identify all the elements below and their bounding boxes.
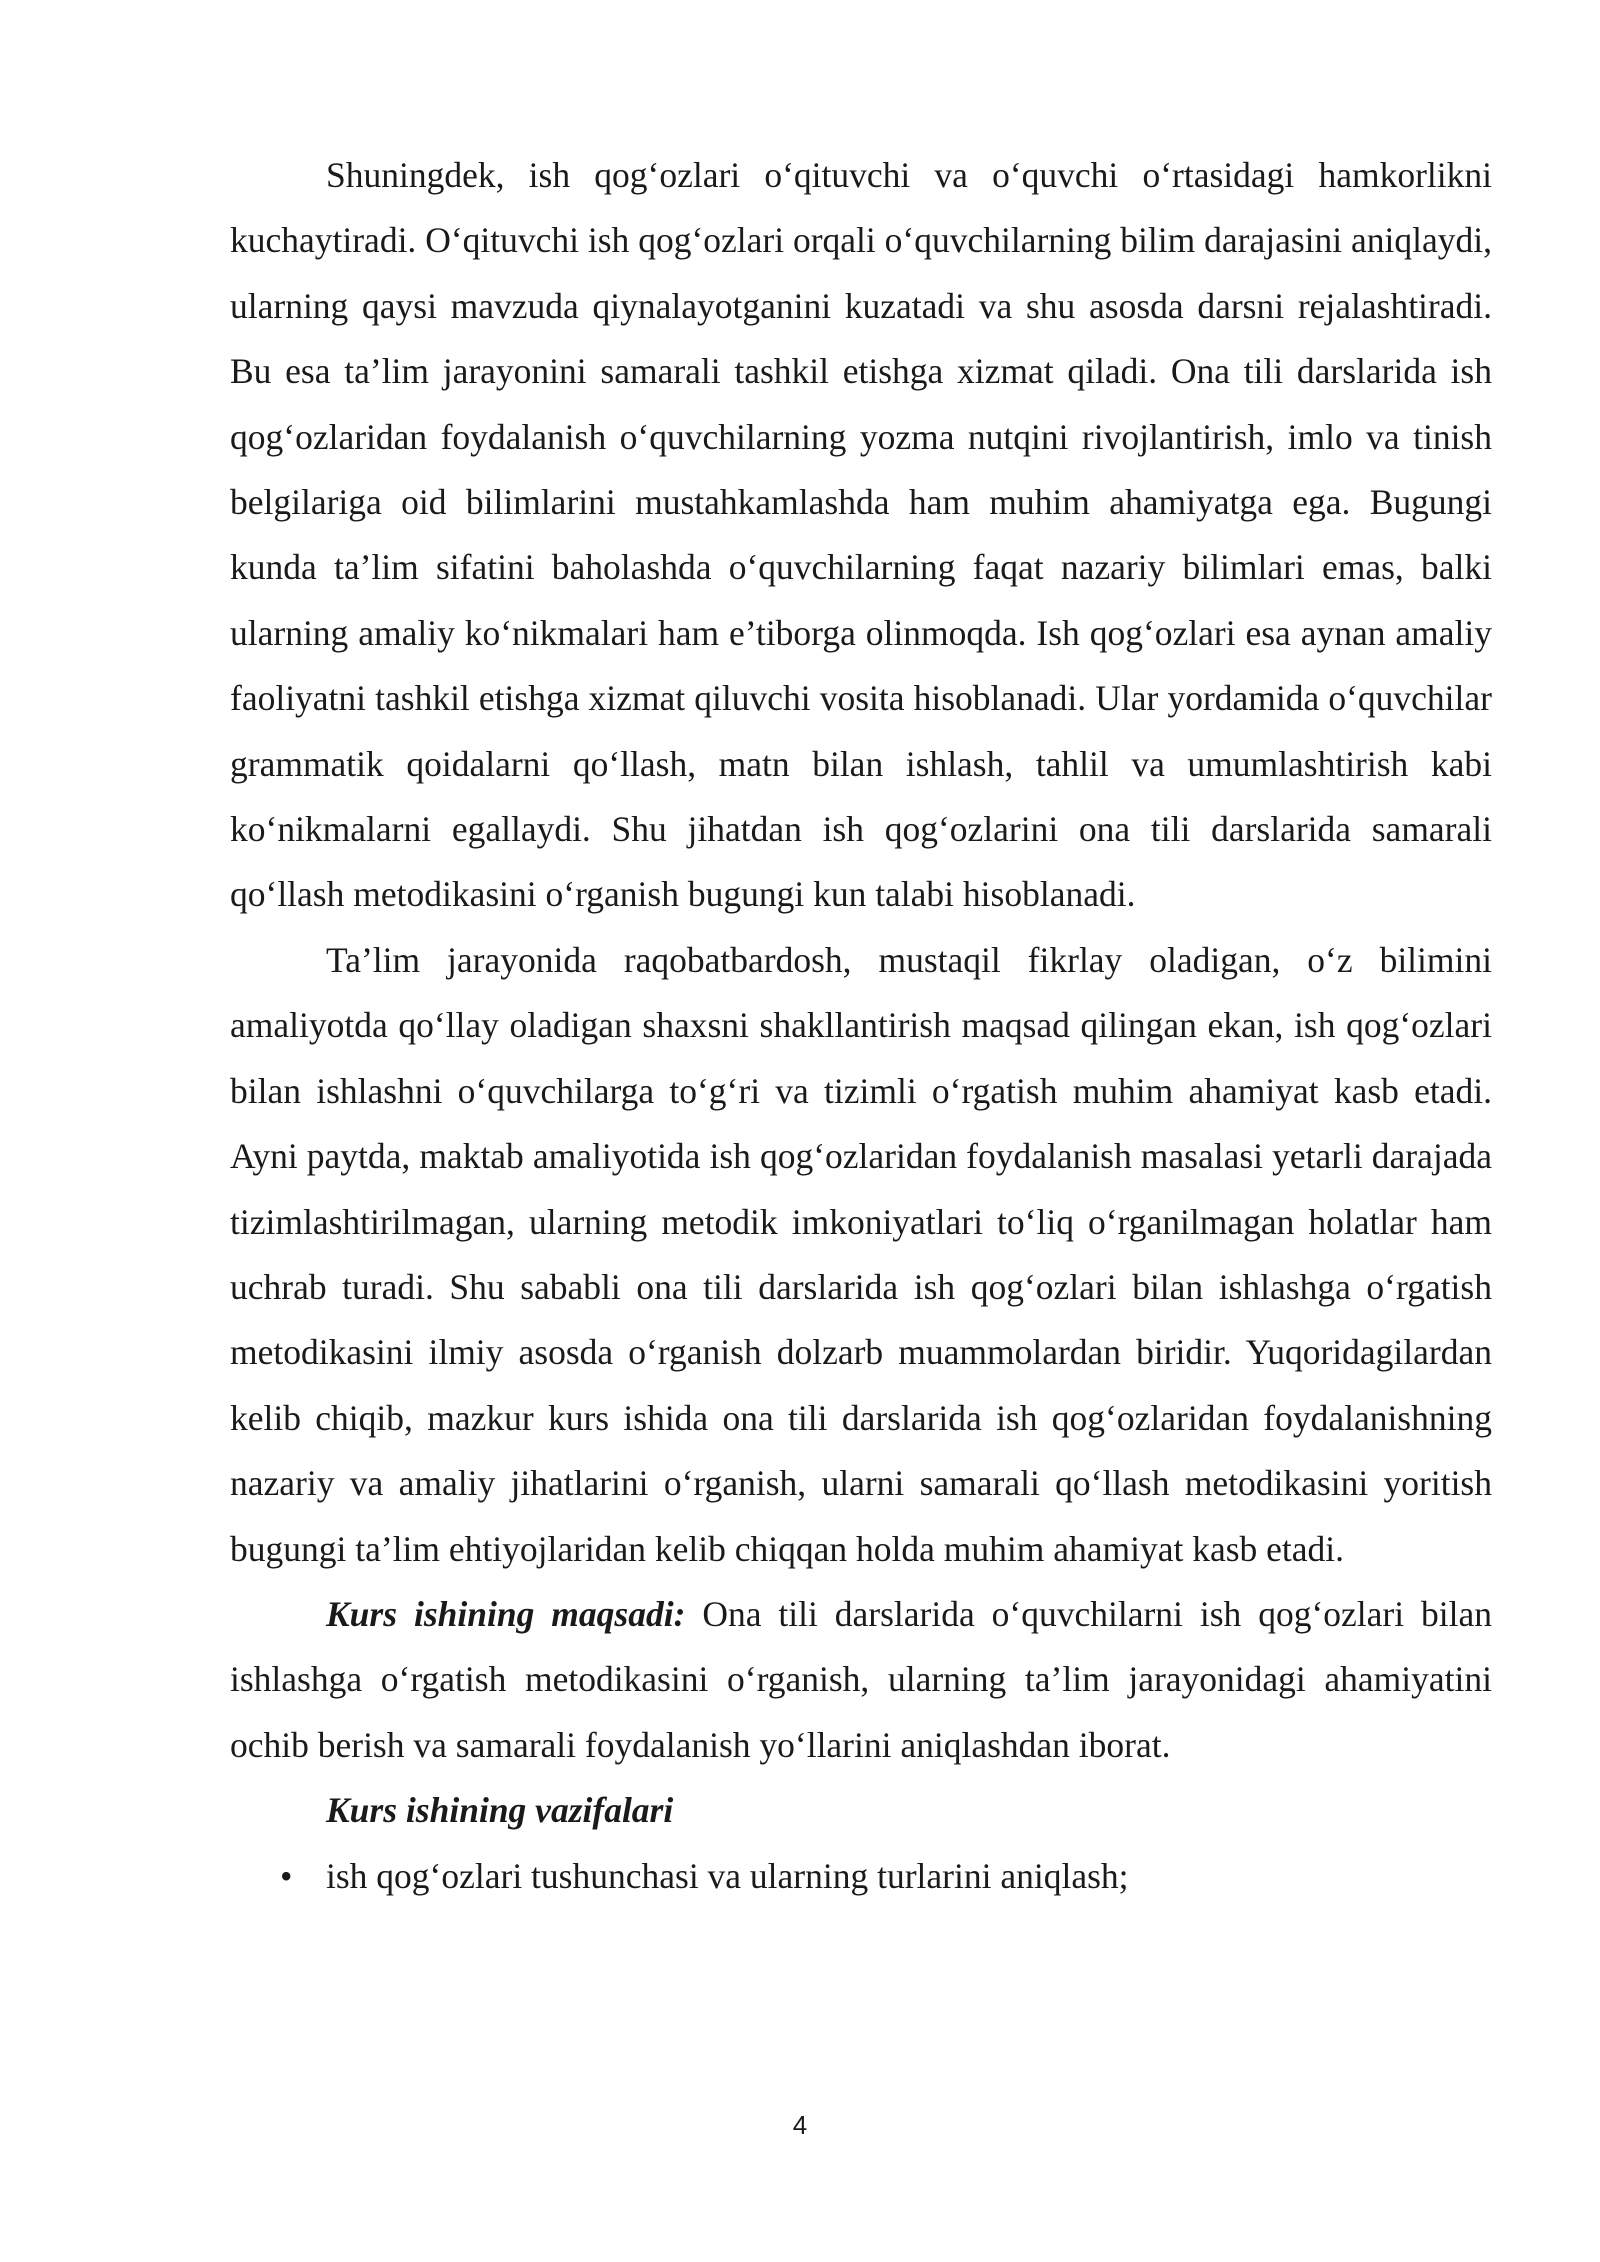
goal-paragraph <box>230 1582 1492 1778</box>
bullet-icon: • <box>280 1855 293 1896</box>
tasks-list <box>230 1844 1492 1909</box>
tasks-heading: Kurs ishining vazifalari <box>326 1790 674 1831</box>
list-item-text: ish qog‘ozlari tushunchasi va ularning turlarini aniqlash; <box>326 1855 1129 1896</box>
paragraph-2: Ta’lim jarayonida raqobatbardosh, mustaqil fikrlay oladigan, o‘z bilimini amaliyotda qo‘llay oladigan shaxsni shakllantirish maqsad qilingan ekan, ish qog‘ozlari bilan ishlashni o‘quvchilarga to‘g‘ri va tizimli o‘rgatish muhim ahamiyat kasb etadi. Ayni paytda, maktab amaliyotida ish qog‘ozlaridan foydalanish masalasi yetarli darajada tizimlashtirilmagan, ularning metodik imkoniyatlari to‘liq o‘rganilmagan holatlar ham uchrab turadi. Shu sababli ona tili darslarida ish qog‘ozlari bilan ishlashga o‘rgatish metodikasini ilmiy asosda o‘rganish dolzarb muammolardan biridir. Yuqoridagilardan kelib chiqib, mazkur kurs ishida ona tili darslarida ish qog‘ozlaridan foydalanishning nazariy va amaliy jihatlarini o‘rganish, ularni samarali qo‘llash metodikasini yoritish bugungi ta’lim ehtiyojlaridan kelib chiqqan holda muhim ahamiyat kasb etadi. <box>230 939 1492 1569</box>
goal-text: Ona tili darslarida o‘quvchilarni ish qog‘ozlari bilan ishlashga o‘rgatish metodikasini o‘rganish, ularning ta’lim jarayonidagi ahamiyatini ochib berish va samarali foydalanish yo‘llarini aniqlashdan iborat. <box>230 1593 1492 1765</box>
goal-label: Kurs ishining maqsadi: <box>326 1593 686 1634</box>
page-number: 4 <box>792 2110 808 2140</box>
page-body <box>230 143 1492 1909</box>
paragraph-1: Shuningdek, ish qog‘ozlari o‘qituvchi va o‘quvchi o‘rtasidagi hamkorlikni kuchaytiradi. O‘qituvchi ish qog‘ozlari orqali o‘quvchilarning bilim darajasini aniqlaydi, ularning qaysi mavzuda qiynalayotganini kuzatadi va shu asosda darsni rejalashtiradi. Bu esa ta’lim jarayonini samarali tashkil etishga xizmat qiladi. Ona tili darslarida ish qog‘ozlaridan foydalanish o‘quvchilarning yozma nutqini rivojlantirish, imlo va tinish belgilariga oid bilimlarini mustahkamlashda ham muhim ahamiyatga ega. Bugungi kunda ta’lim sifatini baholashda o‘quvchilarning faqat nazariy bilimlari emas, balki ularning amaliy ko‘nikmalari ham e’tiborga olinmoqda. Ish qog‘ozlari esa aynan amaliy faoliyatni tashkil etishga xizmat qiluvchi vosita hisoblanadi. Ular yordamida o‘quvchilar grammatik qoidalarni qo‘llash, matn bilan ishlash, tahlil va umumlashtirish kabi ko‘nikmalarni egallaydi. Shu jihatdan ish qog‘ozlarini ona tili darslarida samarali qo‘llash metodikasini o‘rganish bugungi kun talabi hisoblanadi. <box>230 155 1492 915</box>
list-item <box>230 1844 1492 1909</box>
